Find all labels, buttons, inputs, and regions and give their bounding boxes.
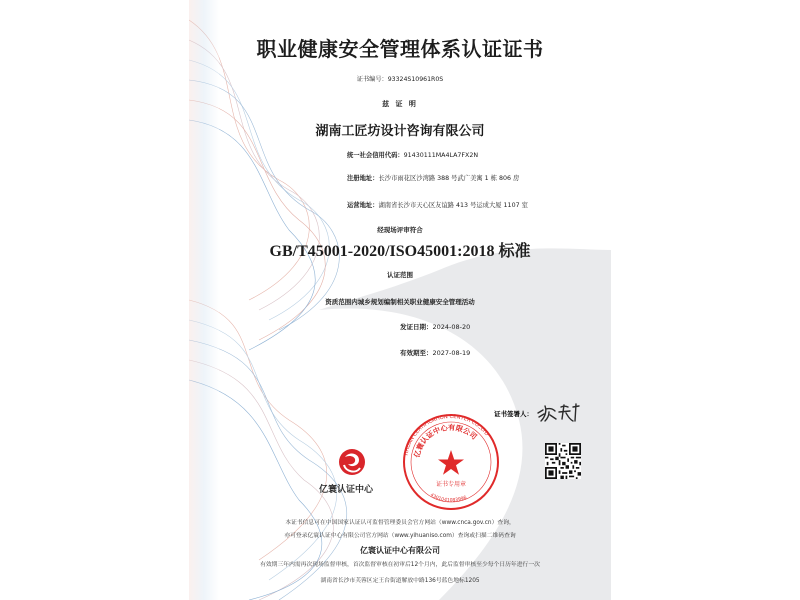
logo-swirl-icon	[337, 447, 367, 479]
credit-code-label: 统一社会信用代码：	[347, 152, 404, 159]
issue-date-row	[400, 322, 470, 331]
certificate-number-value: 93324S10961R0S	[387, 76, 444, 83]
credit-code-value: 91430111MA4LA7FX2N	[403, 152, 479, 159]
scope-label: 认证范围	[387, 271, 413, 279]
credit-code-row	[347, 150, 478, 159]
expiry-date-value: 2027-08-19	[432, 349, 471, 357]
official-seal	[401, 412, 501, 512]
signature-icon	[535, 401, 585, 423]
registered-address-label: 注册地址：	[347, 175, 379, 182]
expiry-date-label: 有效期至：	[400, 349, 433, 357]
certificate-number	[189, 74, 611, 83]
expiry-date-row	[400, 348, 470, 357]
office-address: 湖南省长沙市芙蓉区定王台街道解放中路136号蓝色地标1205	[320, 578, 480, 584]
notice-line-2: 亦可登录亿寰认证中心有限公司官方网站（www.yihuaniso.com）查询或扫描二维码查询	[284, 533, 516, 539]
registered-address-value: 长沙市雨花区沙湾路 388 号武广美寓 1 栋 806 房	[378, 175, 520, 182]
issue-date-value: 2024-08-20	[432, 323, 471, 331]
operating-address-row	[347, 200, 528, 209]
seal-usage-text: 证书专用章	[435, 481, 467, 488]
svg-text:4301041083996	[429, 492, 468, 503]
seal-english-name: YIHUAN CERTIFICATION CENTER CO.,LTD	[403, 413, 490, 457]
seal-chinese-name: 亿寰认证中心有限公司	[412, 422, 479, 459]
organization-name: 湖南工匠坊设计咨询有限公司	[315, 124, 485, 139]
attest-heading: 兹 证 明	[382, 100, 418, 108]
certificate-title: 职业健康安全管理体系认证证书	[256, 37, 544, 61]
seal-number: 4301041083996	[429, 493, 468, 504]
logo-name: 亿寰认证中心	[319, 485, 374, 495]
operating-address-value: 湖南省长沙市天心区友谊路 413 号运成大厦 1107 室	[378, 202, 528, 209]
issuer-name: 亿寰认证中心有限公司	[360, 546, 440, 555]
operating-address-label: 运营地址：	[347, 202, 379, 209]
standard-name: GB/T45001-2020/ISO45001:2018 标准	[269, 243, 531, 260]
notice-line-1: 本证书信息可在中国国家认证认可监督管理委员会官方网站（www.cnca.gov.cn）查询，	[285, 520, 515, 526]
signer-label: 证书签署人：	[494, 410, 533, 418]
notice-line-3: 有效期三年内需再次现场监督审核，首次监督审核在初审后12个月内，此后监督审核至少每个日历年进行一次	[260, 562, 540, 568]
seal-star-icon	[438, 450, 464, 475]
certificate-number-label: 证书编号：	[356, 76, 388, 83]
assessment-text: 经现场评审符合	[377, 226, 423, 234]
qr-code-icon[interactable]	[545, 443, 581, 479]
scope-text: 资质范围内城乡规划编制相关职业健康安全管理活动	[325, 298, 475, 306]
certificate	[189, 0, 611, 600]
registered-address-row	[347, 173, 519, 182]
issue-date-label: 发证日期：	[400, 323, 433, 331]
